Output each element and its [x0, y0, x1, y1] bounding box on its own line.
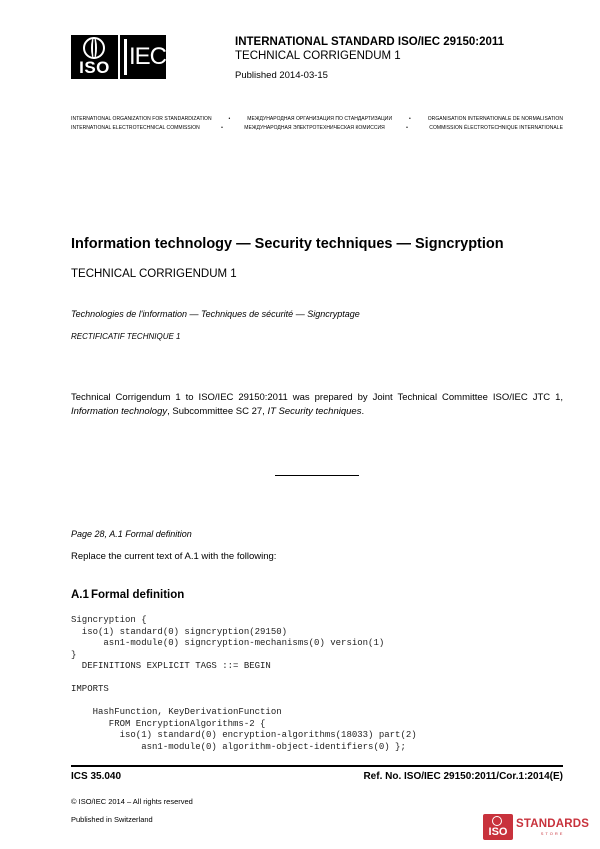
- replace-instruction: Replace the current text of A.1 with the following:: [71, 551, 277, 562]
- org-iec-ru: МЕЖДУНАРОДНАЯ ЭЛЕКТРОТЕХНИЧЕСКАЯ КОМИССИЯ: [244, 125, 385, 131]
- org-iso-ru: МЕЖДУНАРОДНАЯ ОРГАНИЗАЦИЯ ПО СТАНДАРТИЗАЦИИ: [247, 116, 393, 122]
- intro-text-3: .: [361, 406, 365, 417]
- code-line: }: [71, 649, 77, 660]
- section-heading-number: A.1: [71, 589, 89, 601]
- org-iec-en: INTERNATIONAL ELECTROTECHNICAL COMMISSION: [71, 125, 200, 131]
- store-name: STANDARDS: [516, 818, 590, 830]
- organizations-line-2: [71, 125, 563, 131]
- separator-dot: •: [409, 116, 411, 122]
- section-heading-text: Formal definition: [91, 589, 185, 601]
- code-line: IMPORTS: [71, 684, 109, 694]
- intro-italic-1: Information technology: [71, 406, 168, 417]
- code-line: HashFunction, KeyDerivationFunction: [71, 707, 282, 717]
- globe-icon: [83, 37, 105, 59]
- asn1-code-block: [71, 615, 417, 753]
- document-title: Information technology — Security techniques — Signcryption: [71, 236, 504, 252]
- iso-logo: [71, 35, 118, 79]
- iec-logo-text: IEC: [129, 43, 167, 70]
- french-title: Technologies de l'information — Techniques de sécurité — Signcryptage: [71, 309, 360, 319]
- organizations-line-1: [71, 116, 563, 122]
- ics-code: ICS 35.040: [71, 771, 122, 782]
- org-iso-fr: ORGANISATION INTERNATIONALE DE NORMALISATION: [427, 116, 563, 122]
- iso-standards-store-logo: [483, 812, 593, 842]
- iec-logo-bar: [124, 39, 127, 75]
- footer-rule: [71, 765, 563, 767]
- store-iso-badge: ISO: [483, 814, 513, 840]
- standard-number: INTERNATIONAL STANDARD ISO/IEC 29150:2011: [235, 36, 505, 48]
- separator-dot: •: [221, 125, 223, 131]
- store-text: [516, 818, 589, 836]
- code-line: iso(1) standard(0) signcryption(29150): [71, 626, 288, 637]
- intro-text-1: Technical Corrigendum 1 to ISO/IEC 29150:2011 was prepared by Joint Technical Committee ISO/IEC JTC 1,: [71, 392, 563, 403]
- french-subtitle: RECTIFICATIF TECHNIQUE 1: [71, 332, 181, 341]
- divider: [275, 475, 359, 476]
- org-iec-fr: COMMISSION ÉLECTROTECHNIQUE INTERNATIONALE: [429, 125, 563, 131]
- intro-italic-2: IT Security techniques: [267, 406, 362, 417]
- code-line: Signcryption {: [71, 615, 147, 625]
- code-line: DEFINITIONS EXPLICIT TAGS ::= BEGIN: [71, 661, 271, 671]
- separator-dot: •: [228, 116, 231, 122]
- reference-number: Ref. No. ISO/IEC 29150:2011/Cor.1:2014(E): [363, 771, 563, 782]
- code-line: iso(1) standard(0) encryption-algorithms(18033) part(2): [71, 730, 417, 740]
- section-reference: Page 28, A.1 Formal definition: [71, 529, 192, 539]
- code-line: asn1-module(0) signcryption-mechanisms(0) version(1): [71, 638, 385, 648]
- intro-paragraph: [71, 391, 563, 419]
- published-date: Published 2014-03-15: [235, 70, 328, 81]
- code-line: [71, 696, 417, 708]
- separator-dot: •: [406, 125, 408, 131]
- store-sub: STORE: [540, 831, 565, 836]
- iec-logo: [120, 35, 166, 79]
- intro-text-2: , Subcommittee SC 27,: [167, 406, 268, 417]
- iso-iec-logo: [71, 35, 166, 79]
- code-line: [71, 673, 417, 685]
- corrigendum-label: TECHNICAL CORRIGENDUM 1: [235, 50, 401, 62]
- document-subtitle: TECHNICAL CORRIGENDUM 1: [71, 268, 237, 280]
- code-line: FROM EncryptionAlgorithms-2 {: [71, 718, 266, 729]
- section-heading: [71, 589, 184, 601]
- org-iso-en: INTERNATIONAL ORGANIZATION FOR STANDARDIZATION: [71, 116, 212, 122]
- published-in: Published in Switzerland: [71, 815, 153, 824]
- iso-logo-text: ISO: [79, 58, 110, 77]
- copyright-notice: © ISO/IEC 2014 – All rights reserved: [71, 797, 193, 806]
- code-line: asn1-module(0) algorithm-object-identifiers(0) };: [71, 741, 406, 752]
